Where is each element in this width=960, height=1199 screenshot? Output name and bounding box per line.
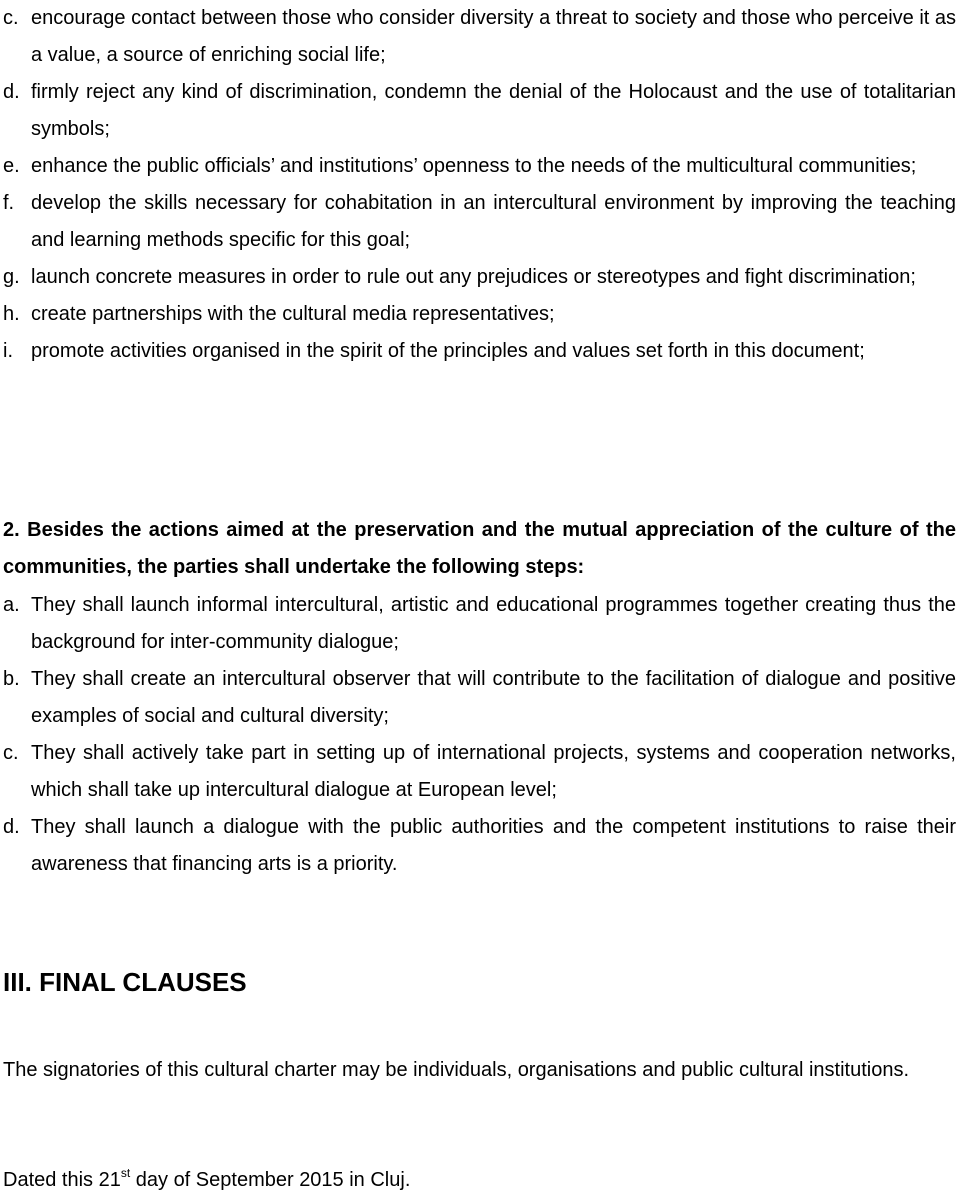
dated-ordinal-suffix: st — [120, 1166, 131, 1180]
list-item — [0, 259, 960, 296]
list-item — [0, 587, 960, 661]
list-marker: i. — [3, 340, 13, 362]
list-marker: b. — [3, 668, 20, 690]
list-item — [0, 0, 960, 74]
dated-prefix: Dated this 21 — [3, 1169, 121, 1191]
section-2-heading: 2. Besides the actions aimed at the preservation and the mutual appreciation of the culture of the communities, the parties shall undertake the following steps: — [3, 519, 956, 578]
dated-line — [3, 1162, 410, 1199]
list-marker: h. — [3, 303, 20, 325]
list-marker: f. — [3, 192, 15, 214]
list-marker: d. — [3, 81, 20, 103]
objectives-list — [0, 0, 960, 370]
final-clauses-heading: III. FINAL CLAUSES — [3, 967, 247, 997]
list-item — [0, 74, 960, 148]
list-item — [0, 735, 960, 809]
list-item-text: encourage contact between those who consider diversity a threat to society and those who perceive it as a value, a source of enriching social life; — [31, 7, 956, 66]
list-item-text: They shall create an intercultural observer that will contribute to the facilitation of dialogue and positive examples of social and cultural diversity; — [31, 668, 956, 727]
list-marker: d. — [3, 816, 20, 838]
list-item — [0, 661, 960, 735]
dated-suffix: day of September 2015 in Cluj. — [130, 1169, 411, 1191]
list-marker: c. — [3, 742, 19, 764]
list-item — [0, 148, 960, 185]
steps-list — [0, 587, 960, 883]
list-marker: a. — [3, 594, 20, 616]
list-item — [0, 809, 960, 883]
list-item-text: They shall actively take part in setting up of international projects, systems and cooperation networks, which shall take up intercultural dialogue at European level; — [31, 742, 956, 801]
list-item-text: create partnerships with the cultural media representatives; — [31, 303, 555, 325]
list-item — [0, 185, 960, 259]
list-item-text: firmly reject any kind of discrimination, condemn the denial of the Holocaust and the use of totalitarian symbols; — [31, 81, 956, 140]
list-item — [0, 296, 960, 333]
signatories-paragraph: The signatories of this cultural charter may be individuals, organisations and public cultural institutions. — [3, 1059, 910, 1081]
list-marker: c. — [3, 7, 19, 29]
list-item-text: They shall launch informal intercultural, artistic and educational programmes together creating thus the background for inter-community dialogue; — [31, 594, 956, 653]
list-item-text: develop the skills necessary for cohabitation in an intercultural environment by improving the teaching and learning methods specific for this goal; — [31, 192, 956, 251]
list-item-text: They shall launch a dialogue with the public authorities and the competent institutions to raise their awareness that financing arts is a priority. — [31, 816, 956, 875]
list-marker: e. — [3, 155, 20, 177]
list-item — [0, 333, 960, 370]
list-item-text: enhance the public officials’ and institutions’ openness to the needs of the multicultural communities; — [31, 155, 917, 177]
list-marker: g. — [3, 266, 20, 288]
list-item-text: promote activities organised in the spirit of the principles and values set forth in this document; — [31, 340, 865, 362]
list-item-text: launch concrete measures in order to rule out any prejudices or stereotypes and fight discrimination; — [31, 266, 916, 288]
